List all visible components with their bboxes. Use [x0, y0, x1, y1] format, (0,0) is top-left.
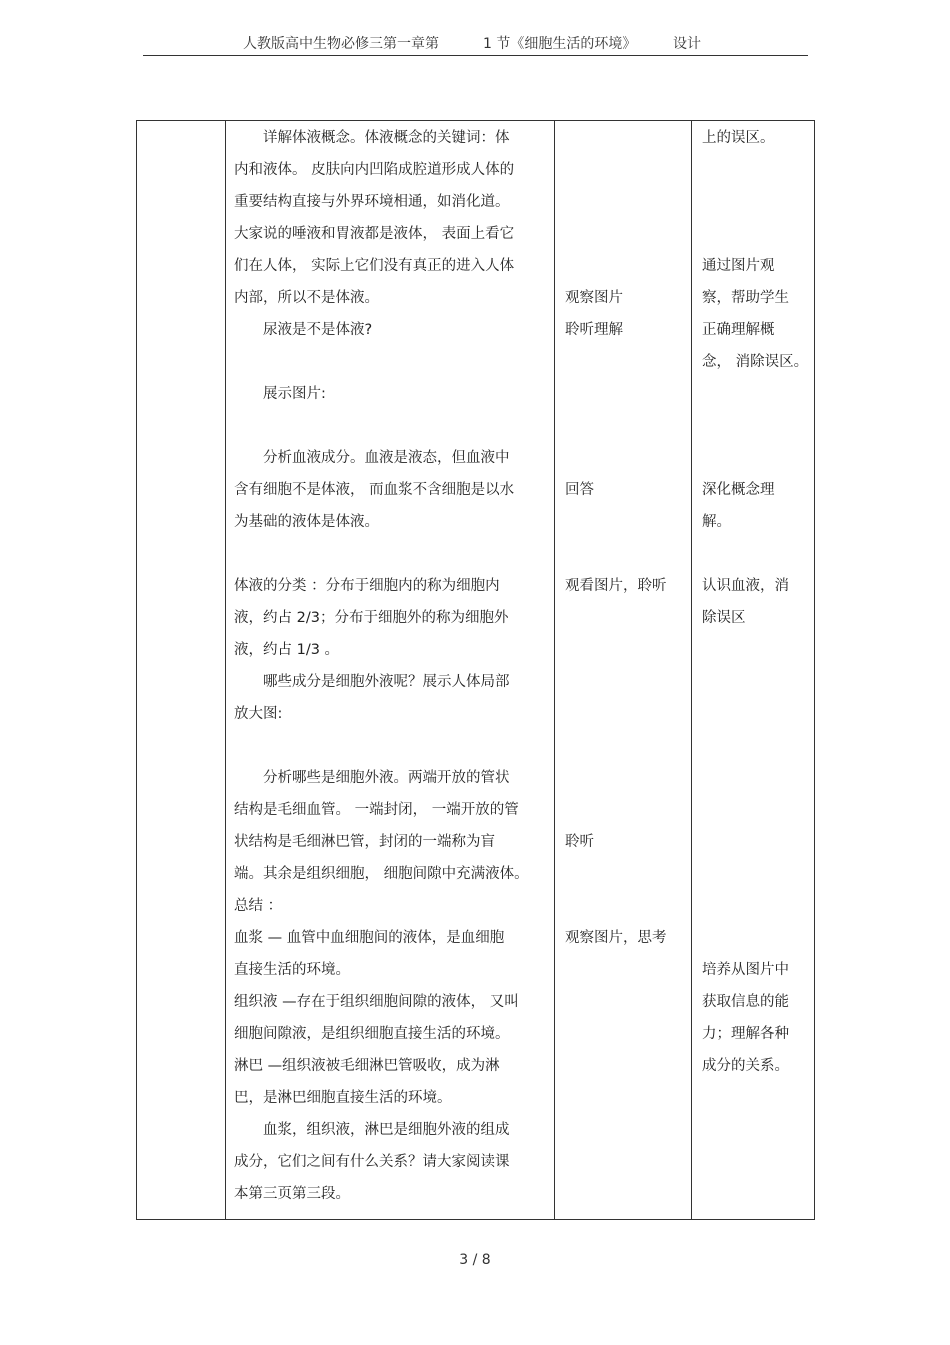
- teacher-line: 放大图:: [234, 706, 283, 722]
- teacher-line: 详解体液概念。体液概念的关键词：体: [234, 130, 510, 146]
- teacher-line: 直接生活的环境。: [234, 962, 350, 978]
- teacher-line: 体液的分类 ：分布于细胞内的称为细胞内: [234, 578, 500, 594]
- student-line: 回答: [565, 482, 594, 498]
- page-header: [0, 33, 950, 53]
- teacher-line: 们在人体， 实际上它们没有真正的进入人体: [234, 258, 515, 274]
- teacher-line: 端。其余是组织细胞， 细胞间隙中充满液体。: [234, 866, 529, 882]
- teacher-activity-column: [226, 121, 555, 1220]
- teacher-line: 液，约占 2/3；分布于细胞外的称为细胞外: [234, 610, 509, 626]
- purpose-line: 力；理解各种: [702, 1026, 789, 1042]
- teacher-line: 液，约占 1/3 。: [234, 642, 340, 658]
- teacher-line: 本第三页第三段。: [234, 1186, 350, 1202]
- lesson-table: [136, 120, 815, 1220]
- purpose-line: 上的误区。: [702, 130, 775, 146]
- teacher-line: 哪些成分是细胞外液呢？展示人体局部: [234, 674, 510, 690]
- teacher-line: 总结 ：: [234, 898, 283, 914]
- teacher-line: 分析哪些是细胞外液。两端开放的管状: [234, 770, 510, 786]
- teacher-line: 分析血液成分。血液是液态，但血液中: [234, 450, 510, 466]
- purpose-line: 通过图片观: [702, 258, 775, 274]
- student-line: 聆听: [565, 834, 594, 850]
- purpose-line: 培养从图片中: [702, 962, 789, 978]
- header-title-part1: 人教版高中生物必修三第一章第: [243, 36, 439, 52]
- purpose-line: 正确理解概: [702, 322, 775, 338]
- purpose-line: 获取信息的能: [702, 994, 789, 1010]
- purpose-line: 解。: [702, 514, 731, 530]
- teacher-line: 组织液 —存在于组织细胞间隙的液体， 又叫: [234, 994, 519, 1010]
- student-line: 观察图片，思考: [565, 930, 667, 946]
- teacher-line: 为基础的液体是体液。: [234, 514, 379, 530]
- teacher-line: 尿液是不是体液?: [234, 322, 373, 338]
- purpose-line: 念， 消除误区。: [702, 354, 809, 370]
- page-number: 3 / 8: [459, 1252, 491, 1268]
- header-title-part3: 设计: [673, 36, 701, 52]
- teacher-line: 成分，它们之间有什么关系？请大家阅读课: [234, 1154, 510, 1170]
- teacher-line: 内部，所以不是体液。: [234, 290, 379, 306]
- teacher-line: 结构是毛细血管。 一端封闭， 一端开放的管: [234, 802, 519, 818]
- student-line: 观看图片，聆听: [565, 578, 667, 594]
- teacher-line: 细胞间隙液，是组织细胞直接生活的环境。: [234, 1026, 510, 1042]
- teacher-line: 血浆 — 血管中血细胞间的液体，是血细胞: [234, 930, 505, 946]
- teacher-line: 状结构是毛细淋巴管，封闭的一端称为盲: [234, 834, 495, 850]
- purpose-line: 察，帮助学生: [702, 290, 789, 306]
- student-activity-column: [555, 121, 692, 1220]
- teacher-line: 内和液体。 皮肤向内凹陷成腔道形成人体的: [234, 162, 515, 178]
- student-line: 聆听理解: [565, 322, 623, 338]
- student-line: 观察图片: [565, 290, 623, 306]
- design-purpose-column: [692, 121, 815, 1220]
- purpose-line: 认识血液，消: [702, 578, 789, 594]
- header-divider: [143, 55, 808, 56]
- teacher-line: 巴，是淋巴细胞直接生活的环境。: [234, 1090, 452, 1106]
- teacher-line: 展示图片:: [234, 386, 326, 402]
- teacher-line: 血浆，组织液，淋巴是细胞外液的组成: [234, 1122, 510, 1138]
- purpose-line: 深化概念理: [702, 482, 775, 498]
- header-title-part2: 1 节《细胞生活的环境》: [483, 36, 637, 52]
- stage-column: [137, 121, 226, 1220]
- teacher-line: 重要结构直接与外界环境相通，如消化道。: [234, 194, 510, 210]
- teacher-line: 含有细胞不是体液， 而血浆不含细胞是以水: [234, 482, 515, 498]
- teacher-line: 大家说的唾液和胃液都是液体， 表面上看它: [234, 226, 515, 242]
- purpose-line: 除误区: [702, 610, 746, 626]
- purpose-line: 成分的关系。: [702, 1058, 789, 1074]
- teacher-line: 淋巴 —组织液被毛细淋巴管吸收，成为淋: [234, 1058, 500, 1074]
